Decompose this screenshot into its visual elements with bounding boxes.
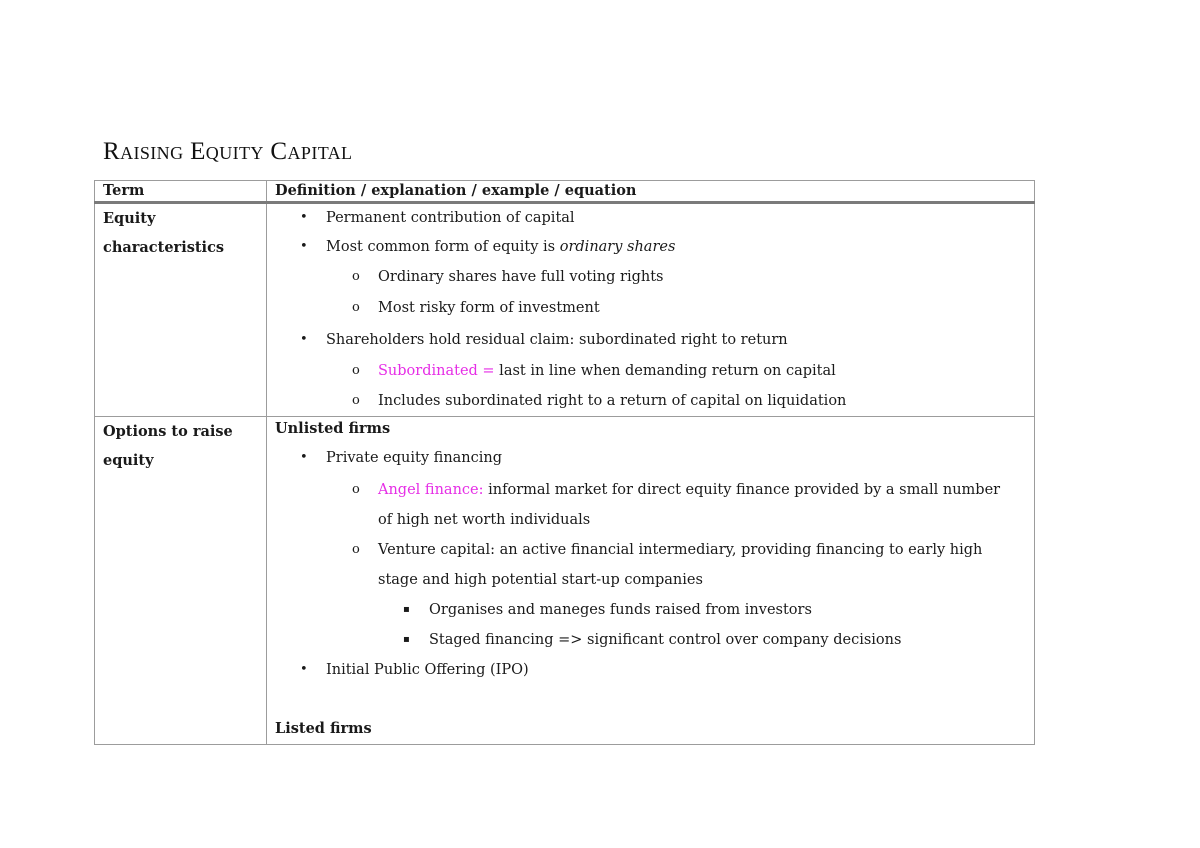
circle-bullet-icon: o <box>352 542 360 557</box>
table-row <box>95 203 1035 417</box>
page-title: Raising Equity Capital <box>103 138 353 165</box>
list-item: ▪ Organises and maneges funds raised from investors <box>275 595 1034 625</box>
term-text: characteristics <box>103 239 225 256</box>
square-bullet-icon: ▪ <box>403 604 410 615</box>
circle-bullet-icon: o <box>352 300 360 315</box>
list-item: ▪ Staged financing => significant control over company decisions <box>275 625 1034 655</box>
list-item: o Subordinated = last in line when demanding return on capital <box>275 356 1034 386</box>
bullet-icon: • <box>300 662 308 677</box>
list-item: • Permanent contribution of capital <box>275 204 1034 232</box>
term-cell <box>95 203 267 417</box>
term-text: Equity <box>103 210 156 227</box>
definition-list <box>275 441 1034 685</box>
list-item: • Most common form of equity is ordinary shares <box>275 232 1034 262</box>
list-item: • Initial Public Offering (IPO) <box>275 655 1034 685</box>
highlighted-term: Angel finance: <box>378 482 484 498</box>
subheading: Unlisted firms <box>275 420 391 437</box>
list-item: • Shareholders hold residual claim: subordinated right to return <box>275 324 1034 356</box>
circle-bullet-icon: o <box>352 269 360 284</box>
circle-bullet-icon: o <box>352 393 360 408</box>
definition-cell <box>267 203 1035 417</box>
circle-bullet-icon: o <box>352 363 360 378</box>
bullet-icon: • <box>300 210 308 225</box>
definition-cell <box>267 417 1035 745</box>
list-item: o Most risky form of investment <box>275 292 1034 324</box>
bullet-icon: • <box>300 332 308 347</box>
bullet-icon: • <box>300 239 308 254</box>
circle-bullet-icon: o <box>352 482 360 497</box>
header-row <box>95 181 1035 203</box>
term-text: equity <box>103 452 154 469</box>
table-row <box>95 417 1035 745</box>
bullet-icon: • <box>300 450 308 465</box>
definition-header: Definition / explanation / example / equation <box>267 181 1035 203</box>
list-item: o Ordinary shares have full voting rights <box>275 262 1034 292</box>
highlighted-term: Subordinated = <box>378 363 495 379</box>
term-header: Term <box>95 181 267 203</box>
definitions-table <box>94 180 1035 745</box>
list-item: o Angel finance: informal market for direct equity finance provided by a small number of high net worth individuals <box>275 475 1034 535</box>
list-item: o Includes subordinated right to a return of capital on liquidation <box>275 386 1034 416</box>
subheading: Listed firms <box>275 720 372 737</box>
definition-list <box>275 204 1034 416</box>
term-text: Options to raise <box>103 423 233 440</box>
list-item: • Private equity financing <box>275 441 1034 475</box>
italic-term: ordinary shares <box>559 239 676 255</box>
square-bullet-icon: ▪ <box>403 634 410 645</box>
list-item: o Venture capital: an active financial intermediary, providing financing to early high stage and high potential start-up companies <box>275 535 1034 595</box>
spacer <box>275 685 1034 714</box>
term-cell <box>95 417 267 745</box>
